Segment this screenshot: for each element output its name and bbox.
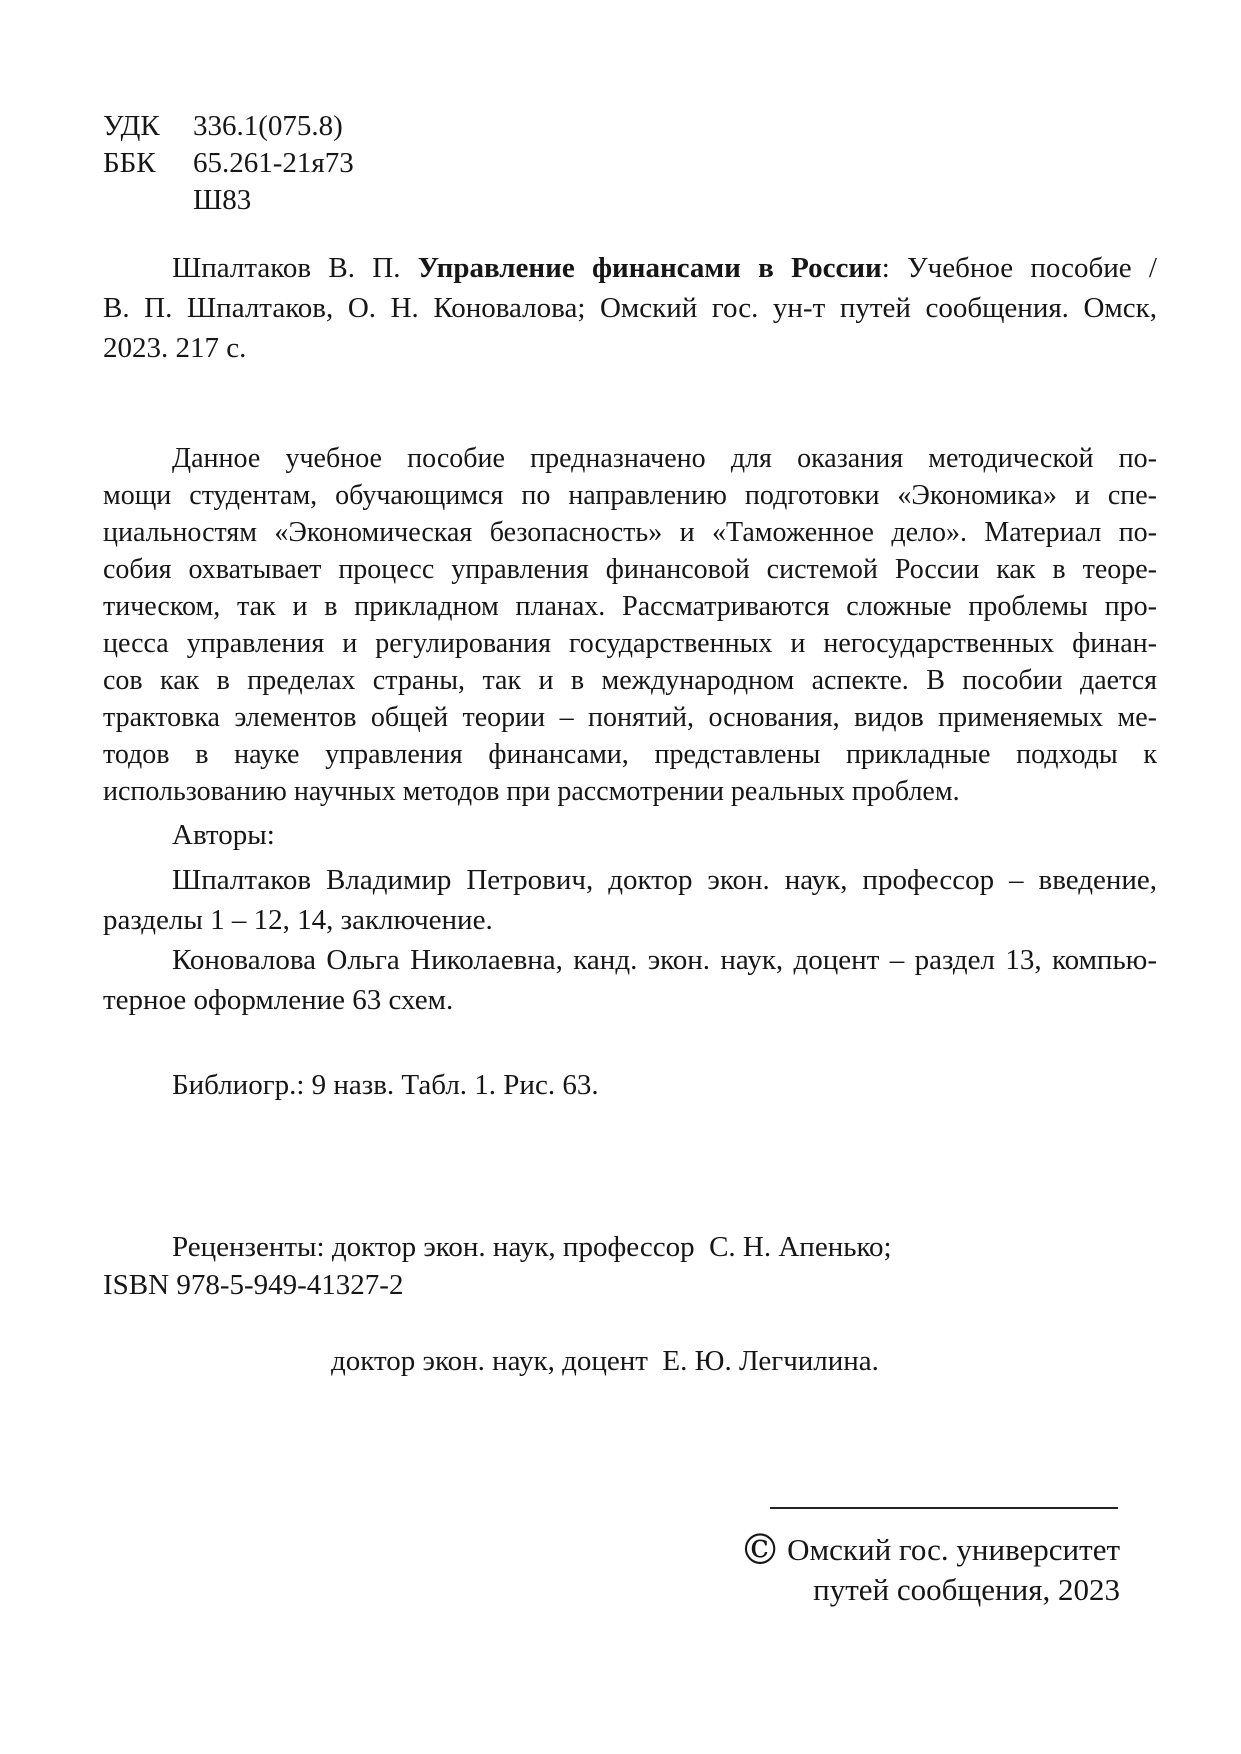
author-1-line-2: разделы 1 – 12, 14, заключение. [103,904,493,936]
author-2-line-2: терное оформление 63 схем. [103,984,454,1016]
bbk-value: 65.261-21я73 [193,147,354,179]
copyright-line-2: путей сообщения, 2023 [813,1572,1120,1607]
annotation-line: собия охватывает процесс управления финансовой системой России как в теоре- [103,554,1157,585]
annotation-line: цесса управления и регулирования государственных и негосударственных финан- [103,628,1157,659]
reviewers-section [103,1152,1157,1456]
author-sign-row [103,182,1157,219]
bib-line-1: Шпалтаков В. П. Управление финансами в России: Учебное пособие / [172,252,1157,284]
udc-row [103,108,1157,145]
reviewer-line-1: Рецензенты: доктор экон. наук, профессор С. Н. Апенько; [172,1231,892,1263]
annotation-line: циальностям «Экономическая безопасность» и «Таможенное дело». Материал по- [103,517,1157,548]
isbn: ISBN 978-5-949-41327-2 [103,1269,404,1301]
bibliographic-record [103,248,1157,368]
annotation-line: тодов в науке управления финансами, представлены прикладные подходы к [103,739,1157,770]
author-1-line-1: Шпалтаков Владимир Петрович, доктор экон. наук, профессор – введение, [172,864,1157,896]
author-2-entry [103,940,1157,1020]
bib-line-2: В. П. Шпалтаков, О. Н. Коновалова; Омский гос. ун-т путей сообщения. Омск, [103,292,1157,324]
annotation-line: использованию научных методов при рассмотрении реальных проблем. [103,776,960,807]
author-sign: Ш83 [193,184,252,216]
copyright-divider-line [770,1507,1118,1509]
annotation-line: тическом, так и в прикладном планах. Рассматриваются сложные проблемы про- [103,591,1157,622]
copyright-notice [739,1525,1120,1610]
annotation-line: трактовка элементов общей теории – понятий, основания, видов применяемых ме- [103,702,1157,733]
bib-line-3: 2023. 217 с. [103,332,247,364]
udc-value: 336.1(075.8) [193,110,343,142]
copyright-symbol-icon: © [739,1525,782,1574]
book-title: Управление финансами в России [417,252,882,284]
bibliography-note: Библиогр.: 9 назв. Табл. 1. Рис. 63. [172,1069,599,1101]
copyright-line-1: © Омский гос. университет [739,1525,1120,1574]
annotation-line: Данное учебное пособие предназначено для оказания методической по- [172,443,1157,474]
reviewer-line-2: доктор экон. наук, доцент Е. Ю. Легчилина. [331,1345,879,1377]
classification-codes [103,108,1157,219]
bbk-label: ББК [103,147,156,179]
annotation-paragraph [103,440,1157,810]
udc-label: УДК [103,110,160,142]
bbk-row [103,145,1157,182]
annotation-line: мощи студентам, обучающимся по направлению подготовки «Экономика» и спе- [103,480,1157,511]
authors-heading: Авторы: [172,819,275,851]
author-1-entry [103,860,1157,940]
annotation-line: сов как в пределах страны, так и в международном аспекте. В пособии дается [103,665,1157,696]
author-2-line-1: Коновалова Ольга Николаевна, канд. экон. наук, доцент – раздел 13, компью- [172,944,1157,976]
